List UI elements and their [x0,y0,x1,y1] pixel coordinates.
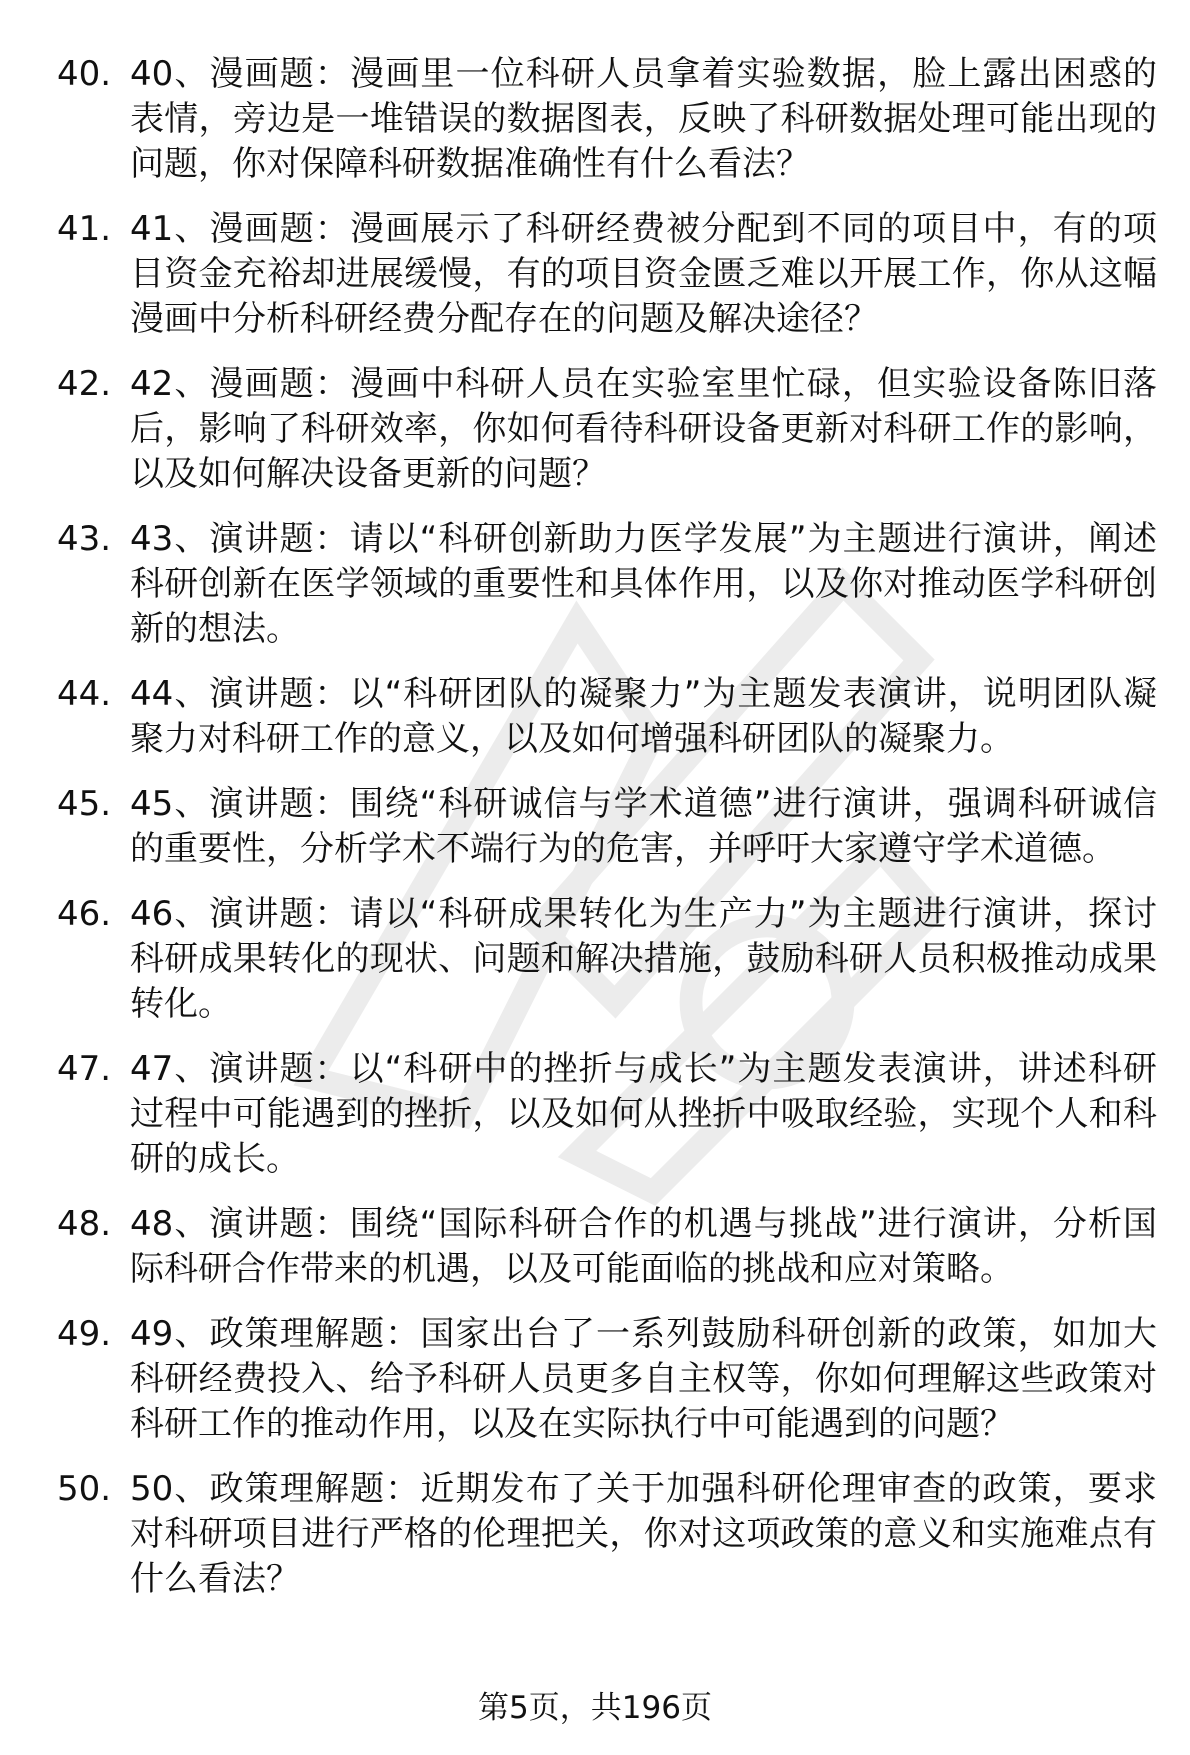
question-text: 41、漫画题：漫画展示了科研经费被分配到不同的项目中，有的项目资金充裕却进展缓慢，有的项目资金匮乏难以开展工作，你从这幅漫画中分析科研经费分配存在的问题及解决途径？ [130,209,1157,339]
question-number: 41. [57,209,112,249]
list-item [57,892,1157,1027]
question-text: 49、政策理解题：国家出台了一系列鼓励科研创新的政策，如加大科研经费投入、给予科研人员更多自主权等，你如何理解这些政策对科研工作的推动作用，以及在实际执行中可能遇到的问题？ [130,1314,1157,1444]
question-text: 44、演讲题：以“科研团队的凝聚力”为主题发表演讲，说明团队凝聚力对科研工作的意义，以及如何增强科研团队的凝聚力。 [130,674,1157,759]
list-item [57,517,1157,652]
question-number: 43. [57,519,112,559]
question-number: 40. [57,54,112,94]
list-item [57,1467,1157,1602]
question-text: 50、政策理解题：近期发布了关于加强科研伦理审查的政策，要求对科研项目进行严格的伦理把关，你对这项政策的意义和实施难点有什么看法？ [130,1469,1157,1599]
question-text: 45、演讲题：围绕“科研诚信与学术道德”进行演讲，强调科研诚信的重要性，分析学术不端行为的危害，并呼吁大家遵守学术道德。 [130,784,1157,869]
question-number: 42. [57,364,112,404]
question-text: 43、演讲题：请以“科研创新助力医学发展”为主题进行演讲，阐述科研创新在医学领域的重要性和具体作用，以及你对推动医学科研创新的想法。 [130,519,1157,649]
list-item [57,1312,1157,1447]
list-item [57,362,1157,497]
list-item [57,782,1157,872]
list-item [57,1047,1157,1182]
question-text: 48、演讲题：围绕“国际科研合作的机遇与挑战”进行演讲，分析国际科研合作带来的机遇，以及可能面临的挑战和应对策略。 [130,1204,1157,1289]
page-number-footer: 第5页，共196页 [478,1690,712,1726]
question-number: 47. [57,1049,112,1089]
question-list [57,52,1157,1622]
list-item [57,1202,1157,1292]
list-item [57,672,1157,762]
list-item [57,207,1157,342]
question-text: 47、演讲题：以“科研中的挫折与成长”为主题发表演讲，讲述科研过程中可能遇到的挫折，以及如何从挫折中吸取经验，实现个人和科研的成长。 [130,1049,1157,1179]
question-number: 48. [57,1204,112,1244]
question-text: 46、演讲题：请以“科研成果转化为生产力”为主题进行演讲，探讨科研成果转化的现状、问题和解决措施，鼓励科研人员积极推动成果转化。 [130,894,1157,1024]
question-text: 42、漫画题：漫画中科研人员在实验室里忙碌，但实验设备陈旧落后，影响了科研效率，你如何看待科研设备更新对科研工作的影响，以及如何解决设备更新的问题？ [130,364,1157,494]
question-text: 40、漫画题：漫画里一位科研人员拿着实验数据，脸上露出困惑的表情，旁边是一堆错误的数据图表，反映了科研数据处理可能出现的问题，你对保障科研数据准确性有什么看法？ [130,54,1157,184]
list-item [57,52,1157,187]
question-number: 44. [57,674,112,714]
question-number: 49. [57,1314,112,1354]
question-number: 45. [57,784,112,824]
question-number: 50. [57,1469,112,1509]
question-number: 46. [57,894,112,934]
